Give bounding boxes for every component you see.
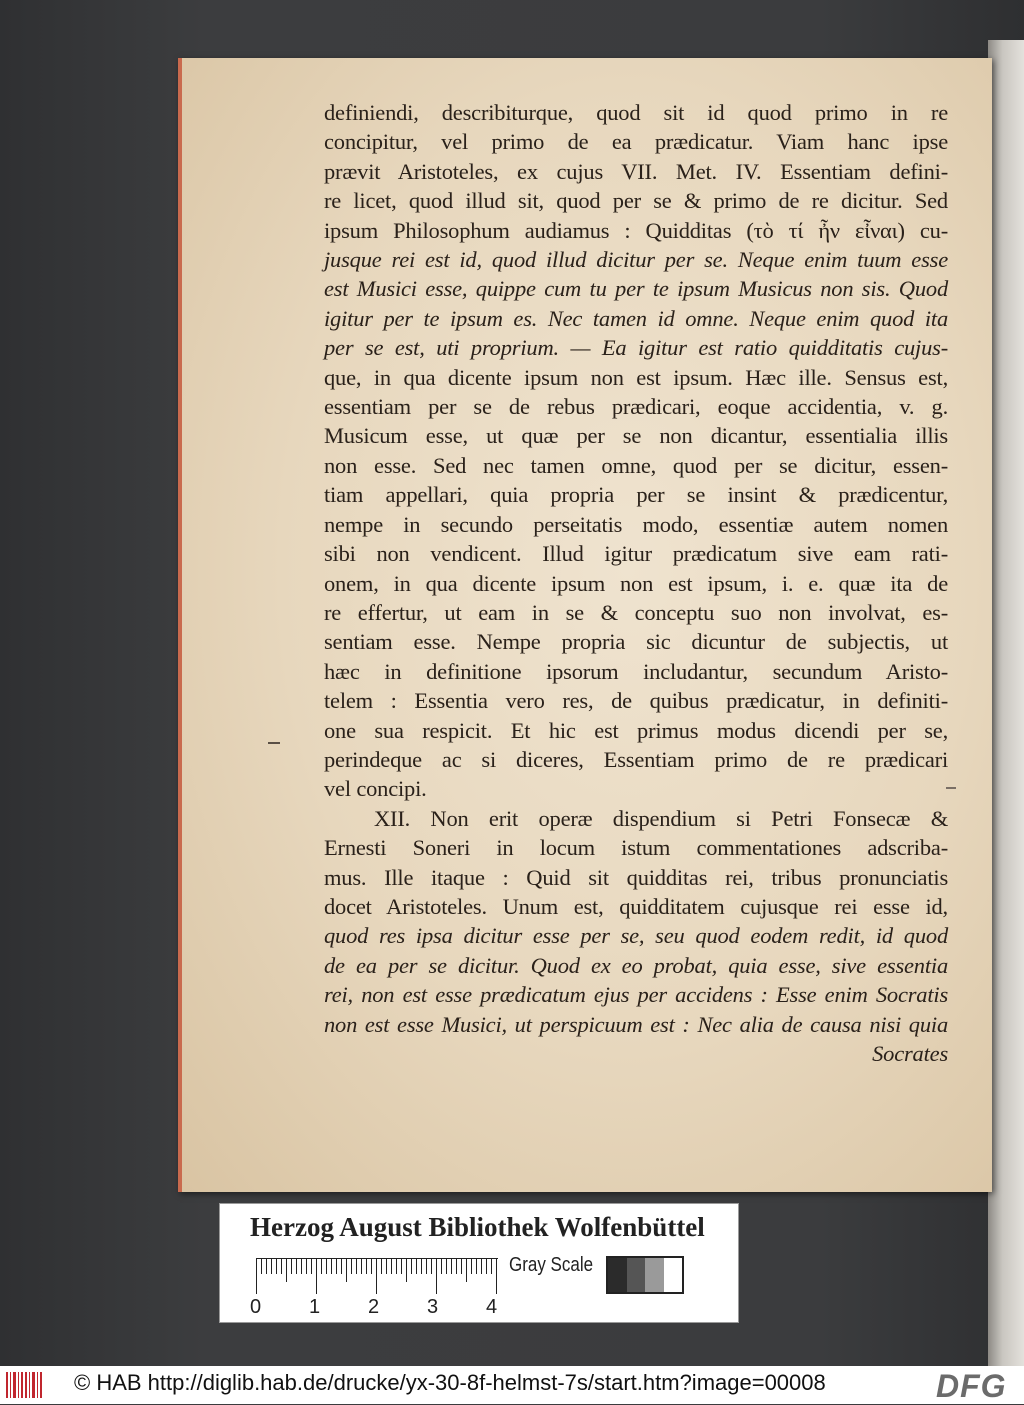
ruler-tick xyxy=(486,1258,487,1274)
barcode-bar xyxy=(13,1372,16,1398)
ruler-tick xyxy=(366,1258,367,1274)
ruler-tick xyxy=(336,1258,337,1274)
text-line: hæc in definitione ipsorum includantur, secundum Aristo- xyxy=(324,658,948,684)
text-line: per se est, uti proprium. — Ea igitur est ratio quidditatis cujus- xyxy=(324,335,948,361)
barcode-bar xyxy=(40,1372,42,1398)
gray-swatch xyxy=(645,1258,664,1292)
ruler-tick xyxy=(316,1258,317,1294)
text-line: vel concipi. xyxy=(324,776,427,802)
ruler-tick xyxy=(451,1258,452,1274)
barcode-bar xyxy=(37,1372,38,1398)
page-text xyxy=(324,98,948,1068)
ruler-tick xyxy=(441,1258,442,1274)
text-line: re licet, quod illud sit, quod per se & primo de re dicitur. Sed xyxy=(324,188,948,214)
gray-swatch xyxy=(627,1258,646,1292)
ruler-tick xyxy=(391,1258,392,1274)
text-line: que, in qua dicente ipsum non est ipsum. Hæc ille. Sensus est, xyxy=(324,364,948,390)
text-line: definiendi, describiturque, quod sit id quod primo in re xyxy=(324,100,948,125)
copyright-url[interactable]: © HAB http://diglib.hab.de/drucke/yx-30-8f-helmst-7s/start.htm?image=00008 xyxy=(74,1370,826,1395)
ruler-tick xyxy=(386,1258,387,1274)
text-line: telem : Essentia vero res, de quibus prædicatur, in definiti- xyxy=(324,688,948,714)
ruler-tick xyxy=(466,1258,467,1282)
ruler-tick xyxy=(351,1258,352,1274)
ruler-tick xyxy=(431,1258,432,1274)
text-line: Socrates xyxy=(872,1041,948,1066)
ruler-number: 0 xyxy=(250,1296,262,1318)
ruler-tick xyxy=(481,1258,482,1274)
ruler-tick xyxy=(421,1258,422,1274)
text-line: sentiam esse. Nempe propria sic dicuntur de subjectis, ut xyxy=(324,629,948,655)
dfg-logo: DFG xyxy=(936,1368,1007,1404)
ruler-tick xyxy=(291,1258,292,1274)
text-line: prævit Aristoteles, ex cujus VII. Met. IV. Essentiam defini- xyxy=(324,158,948,184)
text-line: ipsum Philosophum audiamus : Quidditas (τὸ τί ἦν εἶναι) cu- xyxy=(324,217,948,243)
ruler-tick xyxy=(446,1258,447,1274)
text-line: quod res ipsa dicitur esse per se, seu quod eodem redit, id quod xyxy=(324,923,948,949)
text-line: est Musici esse, quippe cum tu per te ipsum Musicus non sis. Quod xyxy=(324,276,948,302)
margin-mark xyxy=(268,742,280,744)
text-line: nempe in secundo perseitatis modo, essentiæ autem nomen xyxy=(324,511,948,537)
book-page xyxy=(178,58,992,1192)
text-line: XII. Non erit operæ dispendium si Petri Fonsecæ & xyxy=(374,805,948,831)
library-name: Herzog August Bibliothek Wolfenbüttel xyxy=(250,1212,705,1242)
ruler-tick xyxy=(381,1258,382,1274)
ruler-tick xyxy=(311,1258,312,1274)
ruler-number: 4 xyxy=(486,1296,498,1318)
text-line: re effertur, ut eam in se & conceptu suo non involvat, es- xyxy=(324,599,948,625)
text-line: rei, non est esse prædicatum ejus per accidens : Esse enim Socratis xyxy=(324,982,948,1008)
ruler-tick xyxy=(361,1258,362,1274)
text-line: igitur per te ipsum es. Nec tamen id omne. Neque enim quod ita xyxy=(324,305,948,331)
text-line: one sua respicit. Et hic est primus modus dicendi per se, xyxy=(324,717,948,743)
text-line: tiam appellari, quia propria per se insint & prædicentur, xyxy=(324,482,948,508)
ruler-tick xyxy=(401,1258,402,1274)
ruler-tick xyxy=(346,1258,347,1282)
text-line: Ernesti Soneri in locum istum commentationes adscriba- xyxy=(324,835,948,861)
barcode-bar xyxy=(29,1372,30,1398)
margin-mark-right xyxy=(946,787,956,789)
ruler-number: 2 xyxy=(368,1296,380,1318)
ruler-tick xyxy=(461,1258,462,1274)
ruler-tick xyxy=(416,1258,417,1274)
ruler-tick xyxy=(281,1258,282,1274)
ruler-number: 3 xyxy=(427,1296,439,1318)
text-line: perindeque ac si diceres, Essentiam primo de re prædicari xyxy=(324,746,948,772)
ruler-tick xyxy=(286,1258,287,1282)
ruler-tick xyxy=(261,1258,262,1274)
ruler-tick xyxy=(271,1258,272,1274)
ruler-tick xyxy=(471,1258,472,1274)
ruler-tick xyxy=(491,1258,492,1274)
text-line: non esse. Sed nec tamen omne, quod per se dicitur, essen- xyxy=(324,452,948,478)
barcode-bar xyxy=(32,1372,35,1398)
ruler-tick xyxy=(356,1258,357,1274)
ruler-tick xyxy=(456,1258,457,1274)
text-line: jusque rei est id, quod illud dicitur per se. Neque enim tuum esse xyxy=(324,247,948,273)
ruler-tick xyxy=(476,1258,477,1274)
ruler-tick xyxy=(301,1258,302,1274)
gray-swatch xyxy=(608,1258,627,1292)
text-line: concipitur, vel primo de ea prædicatur. Viam hanc ipse xyxy=(324,129,948,155)
footer-bar xyxy=(0,1366,1024,1404)
ruler-tick xyxy=(371,1258,372,1274)
barcode-bar xyxy=(6,1372,8,1398)
ruler-tick xyxy=(266,1258,267,1274)
ruler-tick xyxy=(436,1258,437,1294)
ruler-tick xyxy=(496,1258,497,1294)
ruler-tick xyxy=(341,1258,342,1274)
ruler-tick xyxy=(426,1258,427,1274)
gray-scale-swatches xyxy=(606,1256,684,1294)
ruler-tick xyxy=(256,1258,257,1294)
centimeter-ruler xyxy=(256,1258,496,1296)
ruler-tick xyxy=(276,1258,277,1274)
gray-swatch xyxy=(664,1258,683,1292)
text-line: Musicum esse, ut quæ per se non dicantur, essentialia illis xyxy=(324,423,948,449)
text-line: non est esse Musici, ut perspicuum est : Nec alia de causa nisi quia xyxy=(324,1011,948,1037)
text-line: de ea per se dicitur. Quod ex eo probat, quia esse, sive essentia xyxy=(324,952,948,978)
ruler-tick xyxy=(296,1258,297,1274)
ruler-tick xyxy=(306,1258,307,1274)
next-page-edge xyxy=(988,40,1024,1366)
color-reference-card xyxy=(219,1203,739,1323)
ruler-tick xyxy=(406,1258,407,1282)
barcode-bar xyxy=(25,1372,27,1398)
ruler-number: 1 xyxy=(309,1296,321,1318)
text-line: essentiam per se de rebus prædicari, eoque accidentia, v. g. xyxy=(324,394,948,420)
text-line: docet Aristoteles. Unum est, quidditatem cujusque rei esse id, xyxy=(324,893,948,919)
ruler-tick xyxy=(321,1258,322,1274)
ruler-tick xyxy=(326,1258,327,1274)
ruler-tick xyxy=(411,1258,412,1274)
barcode-bar xyxy=(21,1372,23,1398)
gray-scale-label: Gray Scale xyxy=(509,1254,594,1276)
barcode-bar xyxy=(10,1372,11,1398)
ruler-tick xyxy=(396,1258,397,1274)
text-line: onem, in qua dicente ipsum non est ipsum, i. e. quæ ita de xyxy=(324,570,948,596)
ruler-tick xyxy=(376,1258,377,1294)
barcode-icon xyxy=(6,1372,46,1398)
barcode-bar xyxy=(18,1372,19,1398)
text-line: sibi non vendicent. Illud igitur prædicatum sive eam rati- xyxy=(324,541,948,567)
text-line: mus. Ille itaque : Quid sit quidditas rei, tribus pronunciatis xyxy=(324,864,948,890)
ruler-tick xyxy=(331,1258,332,1274)
